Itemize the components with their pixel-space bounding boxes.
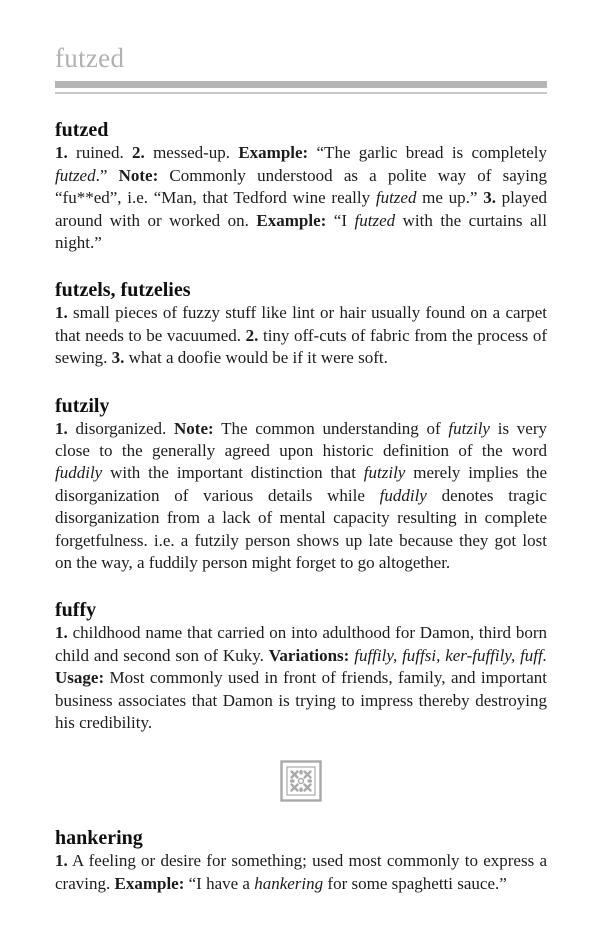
text-run: 1. [55,303,68,323]
page-header [55,44,547,94]
text-run: 3. [111,348,125,368]
dictionary-entry [55,279,547,369]
entry-body [55,302,547,369]
text-run: Note: [118,165,159,185]
text-run: with the important distinction that [102,463,364,483]
text-run: Commonly understood as a polite way of saying “fu**ed”, i.e. “Man, that Tedford wine really [55,165,548,208]
text-run: The common understanding of [213,418,449,438]
text-run: Variations: [268,645,350,665]
text-run: Example: [238,143,309,163]
text-run: disorganized. [67,418,175,438]
text-run: futzed [375,188,417,208]
text-run: Example: [114,873,185,893]
text-run: childhood name that carried on into adulthood for Damon, third born child and second son of Kuky. [55,623,547,665]
text-run: .” [95,165,119,185]
running-head: futzed [55,43,125,73]
text-run: hankering [254,873,324,893]
entries [55,119,547,895]
entry-body [55,850,547,895]
dictionary-entry [55,119,547,254]
text-run: Note: [174,418,214,438]
text-run: “I have a [184,873,255,893]
text-run: small pieces of fuzzy stuff like lint or hair usually found on a carpet that needs to be vacuumed. [55,303,547,345]
entry-body [55,622,547,734]
text-run: 3. [483,188,496,208]
text-run: A feeling or desire for something; used most commonly to express a craving. [55,851,547,893]
text-run: what a doofie would be if it were soft. [124,348,388,368]
text-run: denotes tragic disorganization from a lack of mental capacity resulting in complete forgetfulness. i.e. a futzily person shows up late because they got lost on the way, a fuddily person might forget to go altogether. [55,485,547,573]
text-run: 1. [55,418,68,438]
section-divider [55,760,547,802]
text-run: is very close to the generally agreed upon historic definition of the word [55,418,547,460]
text-run: “The garlic bread is completely [308,143,547,163]
text-run: 1. [55,851,68,871]
text-run: Example: [256,210,327,230]
text-run: futzily [363,463,406,483]
text-run: fuffily, fuffsi, ker-fuffily, fuff. [354,645,548,665]
entry-headword: futzed [55,119,109,142]
text-run: 2. [132,143,145,163]
text-run: tiny off-cuts of fabric from the process of sewing. [55,325,548,368]
floral-fleuron-icon [280,760,322,802]
text-run: 1. [55,143,68,163]
text-run: played around with or worked on. [55,188,547,230]
text-run: 1. [55,623,68,643]
text-run: futzed [55,165,96,185]
text-run: futzed [354,210,396,230]
text-run: “I [326,210,355,230]
text-run: for some spaghetti sauce.” [323,873,507,893]
text-run: messed-up. [144,143,239,163]
text-run: Usage: [55,668,105,688]
text-run: me up.” [416,188,484,208]
text-run: Most commonly used in front of friends, family, and important business associates that Damon is trying to impress thereby destroying his credibility. [55,668,547,733]
dictionary-entry [55,827,547,895]
header-rule-thin [55,92,547,94]
entry-body [55,142,547,254]
entry-headword: futzily [55,394,110,417]
text-run: fuddily [55,463,103,483]
header-rule-thick [55,81,547,88]
dictionary-entry [55,395,547,575]
text-run: futzily [448,418,490,438]
entry-body [55,418,547,575]
text-run: 2. [245,325,259,345]
dictionary-entry [55,599,547,734]
text-run: with the curtains all night.” [55,210,547,252]
entry-headword: fuffy [55,599,97,622]
text-run: ruined. [67,143,133,163]
text-run: fuddily [379,485,427,505]
text-run: merely implies the disorganization of various details while [55,463,547,505]
entry-headword: hankering [55,827,143,850]
entry-headword: futzels, futzelies [55,279,191,302]
